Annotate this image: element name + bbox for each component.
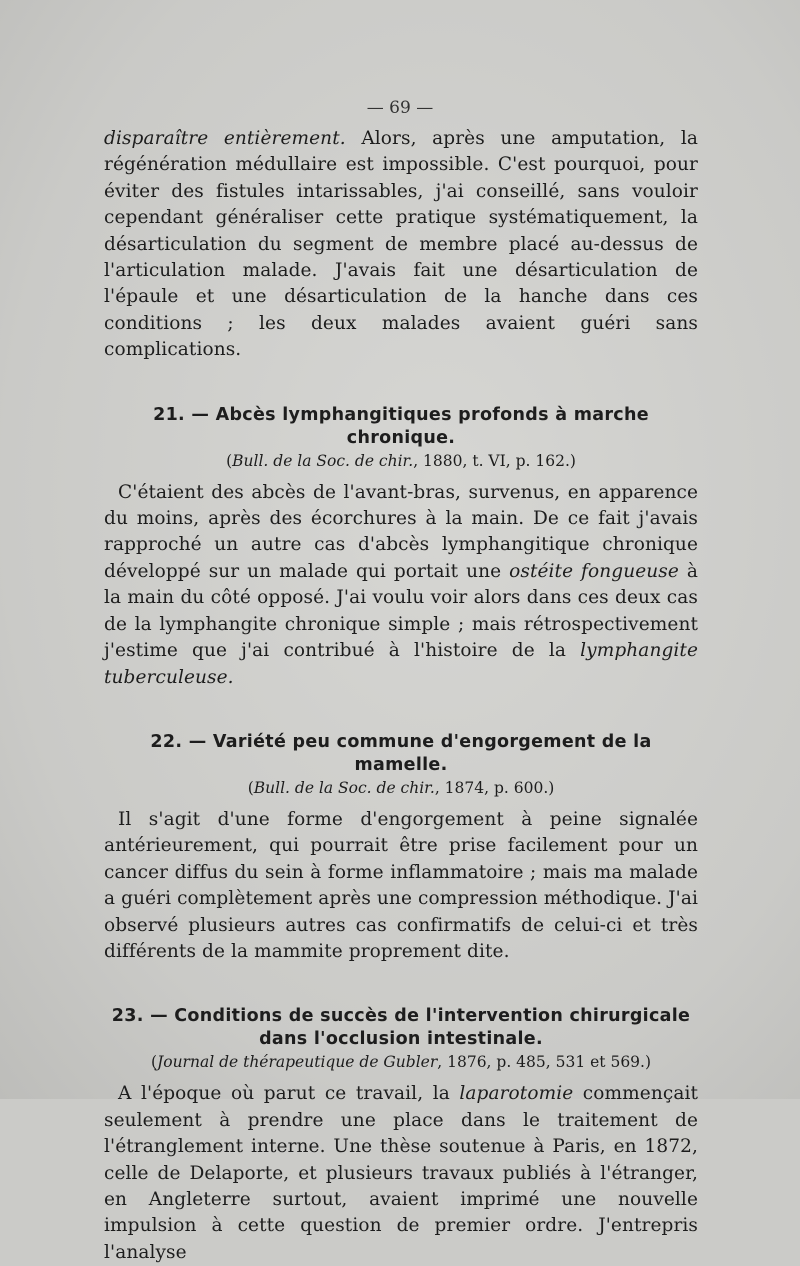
section-23-number: 23. — [111, 1006, 144, 1027]
section-22-citation-journal: Bull. de la Soc. de chir. — [253, 778, 435, 797]
section-22-number: 22. — [150, 731, 183, 752]
section-21 — [104, 404, 698, 691]
intro-lead-italic: disparaître entièrement. — [104, 128, 346, 149]
section-23-title-line1: — Conditions de succès de l'intervention chirurgicale — [150, 1006, 691, 1027]
intro-paragraph — [104, 126, 698, 364]
section-23-text-b: commençait seulement à prendre une place dans le traitement de l'étranglement interne. Une thèse soutenue à Paris, en 1872, celle de Delaporte, et plusieurs travaux publiés à l'étranger, en Angleterre surtout, avaient imprimé une nouvelle impulsion à cette question de premier ordre. J'entrepris l'analyse — [104, 1083, 698, 1263]
page-content — [104, 126, 698, 1266]
section-21-italic-1: ostéite fongueuse — [509, 560, 679, 582]
intro-text: Alors, après une amputation, la régénération médullaire est impossible. C'est pourquoi, pour éviter des fistules intarissables, j'ai conseillé, sans vouloir cependant généraliser cette pratique systématiquement, la désarticulation du segment de membre placé au-dessus de l'articulation malade. J'avais fait une désarticulation de l'épaule et une désarticulation de la hanche dans ces conditions ; les deux malades avaient guéri sans complications. — [104, 128, 698, 361]
section-21-text-b: à la main du côté opposé. J'ai voulu voir alors dans ces deux cas de la lymphangite chronique simple ; mais rétrospectivement j'estime que j'ai contribué à l'histoire de la — [104, 560, 698, 662]
section-23-text-a: A l'époque où parut ce travail, la — [118, 1083, 460, 1105]
section-21-italic-2: lymphangite tuberculeuse. — [104, 640, 698, 688]
section-22 — [104, 731, 698, 965]
section-21-paragraph — [104, 480, 698, 691]
section-23-heading — [104, 1005, 698, 1051]
section-21-number: 21. — [153, 404, 186, 425]
section-21-citation-journal: Bull. de la Soc. de chir. — [232, 451, 414, 470]
page-number: — 69 — — [366, 98, 434, 118]
section-21-title: — Abcès lymphangitiques profonds à marche chronique. — [191, 404, 649, 448]
section-22-citation-details: , 1874, p. 600.) — [434, 778, 555, 797]
section-23-paragraph — [104, 1081, 698, 1266]
section-21-text-a: C'étaient des abcès de l'avant-bras, survenus, en apparence du moins, après des écorchures à la main. De ce fait j'avais rapproché un autre cas d'abcès lymphangitique chronique développé sur un malade qui portait une — [104, 481, 698, 582]
section-21-citation: (Bull. de la Soc. de chir., 1880, t. VI, p. 162.) — [226, 451, 576, 470]
section-22-citation: (Bull. de la Soc. de chir., 1874, p. 600.) — [247, 778, 555, 797]
section-23-title-line2: dans l'occlusion intestinale. — [259, 1029, 543, 1050]
section-21-citation-details: , 1880, t. VI, p. 162.) — [413, 451, 576, 470]
section-22-heading — [104, 731, 698, 777]
section-23 — [104, 1005, 698, 1266]
section-22-title: — Variété peu commune d'engorgement de la mamelle. — [188, 731, 652, 775]
section-21-heading — [104, 404, 698, 450]
section-23-citation: (Journal de thérapeutique de Gubler, 1876, p. 485, 531 et 569.) — [150, 1053, 652, 1072]
section-22-paragraph: Il s'agit d'une forme d'engorgement à peine signalée antérieurement, qui pourrait être prise facilement pour un cancer diffus du sein à forme inflammatoire ; mais ma malade a guéri complètement après une compression méthodique. J'ai observé plusieurs autres cas confirmatifs de celui-ci et très différents de la mammite proprement dite. — [104, 808, 698, 962]
section-23-citation-details: , 1876, p. 485, 531 et 569.) — [437, 1053, 652, 1072]
section-23-citation-journal: Journal de thérapeutique de Gubler — [157, 1053, 438, 1072]
section-23-italic-1: laparotomie — [459, 1083, 574, 1105]
